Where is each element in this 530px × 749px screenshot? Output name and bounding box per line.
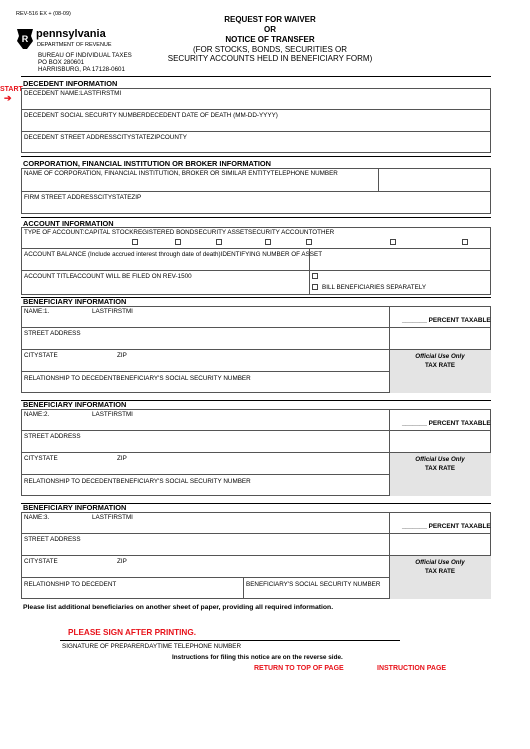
divider: [378, 168, 379, 191]
security-asset-checkbox[interactable]: [216, 239, 222, 245]
beneficiary-street-field[interactable]: STREET ADDRESS: [24, 433, 81, 440]
keystone-logo-icon: [16, 28, 34, 50]
divider: [21, 474, 389, 475]
start-label: START: [0, 86, 23, 93]
beneficiary-name-field[interactable]: NAME:1.: [24, 308, 50, 315]
title-line5: SECURITY ACCOUNTS HELD IN BENEFICIARY FORM): [167, 54, 373, 63]
divider: [21, 555, 491, 556]
title-line3: NOTICE OF TRANSFER: [225, 35, 315, 44]
instructions-note: Instructions for filing this notice are on the reverse side.: [172, 654, 343, 661]
divider: [21, 577, 389, 578]
divider: [21, 430, 491, 431]
official-use-label: Official Use Only: [415, 559, 465, 566]
title-line4: (FOR STOCKS, BONDS, SECURITIES OR: [192, 45, 348, 54]
tax-rate-label: TAX RATE: [424, 568, 456, 575]
beneficiary-relationship-field[interactable]: RELATIONSHIP TO DECEDENT: [24, 581, 117, 588]
beneficiary-relationship-field[interactable]: RELATIONSHIP TO DECEDENTBENEFICIARY'S SOCIAL SECURITY NUMBER: [24, 375, 251, 382]
title-line2: OR: [264, 25, 276, 34]
decedent-address-field[interactable]: DECEDENT STREET ADDRESSCITYSTATEZIPCOUNTY: [24, 134, 187, 141]
divider: [21, 248, 491, 249]
divider: [21, 131, 491, 132]
official-use-label: Official Use Only: [415, 353, 465, 360]
title-line1: REQUEST FOR WAIVER: [224, 15, 316, 24]
beneficiary-ssn-field[interactable]: BENEFICIARY'S SOCIAL SECURITY NUMBER: [246, 581, 381, 588]
decedent-ssn-field[interactable]: DECEDENT SOCIAL SECURITY NUMBERDECEDENT DATE OF DEATH (MM-DD-YYYY): [24, 112, 278, 119]
divider: [21, 327, 491, 328]
corp-name-field[interactable]: NAME OF CORPORATION, FINANCIAL INSTITUTION, BROKER OR SIMILAR ENTITYTELEPHONE NUMBER: [24, 170, 338, 177]
decedent-name-field[interactable]: DECEDENT NAME:LASTFIRSTMI: [24, 90, 122, 97]
beneficiary-header: BENEFICIARY INFORMATION: [23, 400, 127, 409]
tax-rate-label: TAX RATE: [424, 465, 456, 472]
start-arrow-icon: ➔: [4, 93, 12, 103]
security-account-checkbox[interactable]: [265, 239, 271, 245]
signature-line: [60, 640, 400, 641]
beneficiary-name-cols: LASTFIRSTMI: [92, 514, 133, 521]
percent-taxable[interactable]: _______ PERCENT TAXABLE: [402, 420, 491, 427]
account-title-field[interactable]: ACCOUNT TITLE: [24, 273, 74, 280]
decedent-header: DECEDENT INFORMATION: [23, 79, 118, 88]
beneficiary-city-field[interactable]: CITYSTATE: [24, 558, 58, 565]
section-rule: [21, 217, 491, 218]
return-top-link[interactable]: RETURN TO TOP OF PAGE: [254, 665, 344, 672]
form-id: REV-516 EX + (08-09): [16, 11, 71, 17]
beneficiary-name-cols: LASTFIRSTMI: [92, 308, 133, 315]
filed-on-label: ACCOUNT WILL BE FILED ON REV-1500: [73, 273, 192, 280]
logo-dept: DEPARTMENT OF REVENUE: [37, 42, 112, 48]
account-type-label: TYPE OF ACCOUNT:CAPITAL STOCKREGISTERED BONDSECURITY ASSETSECURITY ACCOUNTOTHER: [24, 229, 335, 236]
corp-header: CORPORATION, FINANCIAL INSTITUTION OR BROKER INFORMATION: [23, 159, 271, 168]
beneficiary-zip-field[interactable]: ZIP: [117, 558, 127, 565]
divider: [243, 577, 244, 599]
additional-note: Please list additional beneficiaries on another sheet of paper, providing all required information.: [23, 604, 334, 611]
percent-taxable[interactable]: _______ PERCENT TAXABLE: [402, 523, 491, 530]
corp-address-field[interactable]: FIRM STREET ADDRESSCITYSTATEZIP: [24, 194, 142, 201]
beneficiary-city-field[interactable]: CITYSTATE: [24, 455, 58, 462]
divider: [21, 270, 491, 271]
divider: [21, 533, 491, 534]
divider: [21, 349, 491, 350]
divider: [21, 191, 491, 192]
divider: [21, 452, 491, 453]
account-header: ACCOUNT INFORMATION: [23, 219, 114, 228]
extra-checkbox[interactable]: [462, 239, 468, 245]
percent-taxable[interactable]: _______ PERCENT TAXABLE: [402, 317, 491, 324]
beneficiary-name-cols: LASTFIRSTMI: [92, 411, 133, 418]
section-rule: [21, 156, 491, 157]
logo-name: pennsylvania: [36, 28, 106, 40]
beneficiary-city-field[interactable]: CITYSTATE: [24, 352, 58, 359]
bill-separately-checkbox[interactable]: [312, 284, 318, 290]
beneficiary-header: BENEFICIARY INFORMATION: [23, 297, 127, 306]
registered-bond-checkbox[interactable]: [175, 239, 181, 245]
official-use-label: Official Use Only: [415, 456, 465, 463]
instruction-page-link[interactable]: INSTRUCTION PAGE: [377, 665, 447, 672]
section-rule: [21, 76, 491, 77]
beneficiary-street-field[interactable]: STREET ADDRESS: [24, 536, 81, 543]
extra-checkbox[interactable]: [390, 239, 396, 245]
beneficiary-relationship-field[interactable]: RELATIONSHIP TO DECEDENTBENEFICIARY'S SOCIAL SECURITY NUMBER: [24, 478, 251, 485]
divider: [21, 109, 491, 110]
decedent-box: [21, 88, 491, 153]
account-balance-field[interactable]: ACCOUNT BALANCE (Include accrued interest through date of death)IDENTIFYING NUMBER OF ASSET: [24, 251, 323, 258]
beneficiary-name-field[interactable]: NAME:3.: [24, 514, 50, 521]
tax-rate-label: TAX RATE: [424, 362, 456, 369]
bureau-address: BUREAU OF INDIVIDUAL TAXES PO BOX 280601 HARRISBURG, PA 17128-0601: [38, 52, 132, 74]
filed-on-checkbox[interactable]: [312, 273, 318, 279]
beneficiary-zip-field[interactable]: ZIP: [117, 352, 127, 359]
sign-notice: PLEASE SIGN AFTER PRINTING.: [68, 628, 196, 637]
beneficiary-zip-field[interactable]: ZIP: [117, 455, 127, 462]
bill-separately-label: BILL BENEFICIARIES SEPARATELY: [322, 284, 427, 291]
other-checkbox[interactable]: [306, 239, 312, 245]
beneficiary-name-field[interactable]: NAME:2.: [24, 411, 50, 418]
beneficiary-street-field[interactable]: STREET ADDRESS: [24, 330, 81, 337]
svg-text:R: R: [21, 34, 29, 44]
divider: [21, 371, 389, 372]
signature-field[interactable]: SIGNATURE OF PREPARERDAYTIME TELEPHONE NUMBER: [62, 643, 242, 650]
capital-stock-checkbox[interactable]: [132, 239, 138, 245]
beneficiary-header: BENEFICIARY INFORMATION: [23, 503, 127, 512]
